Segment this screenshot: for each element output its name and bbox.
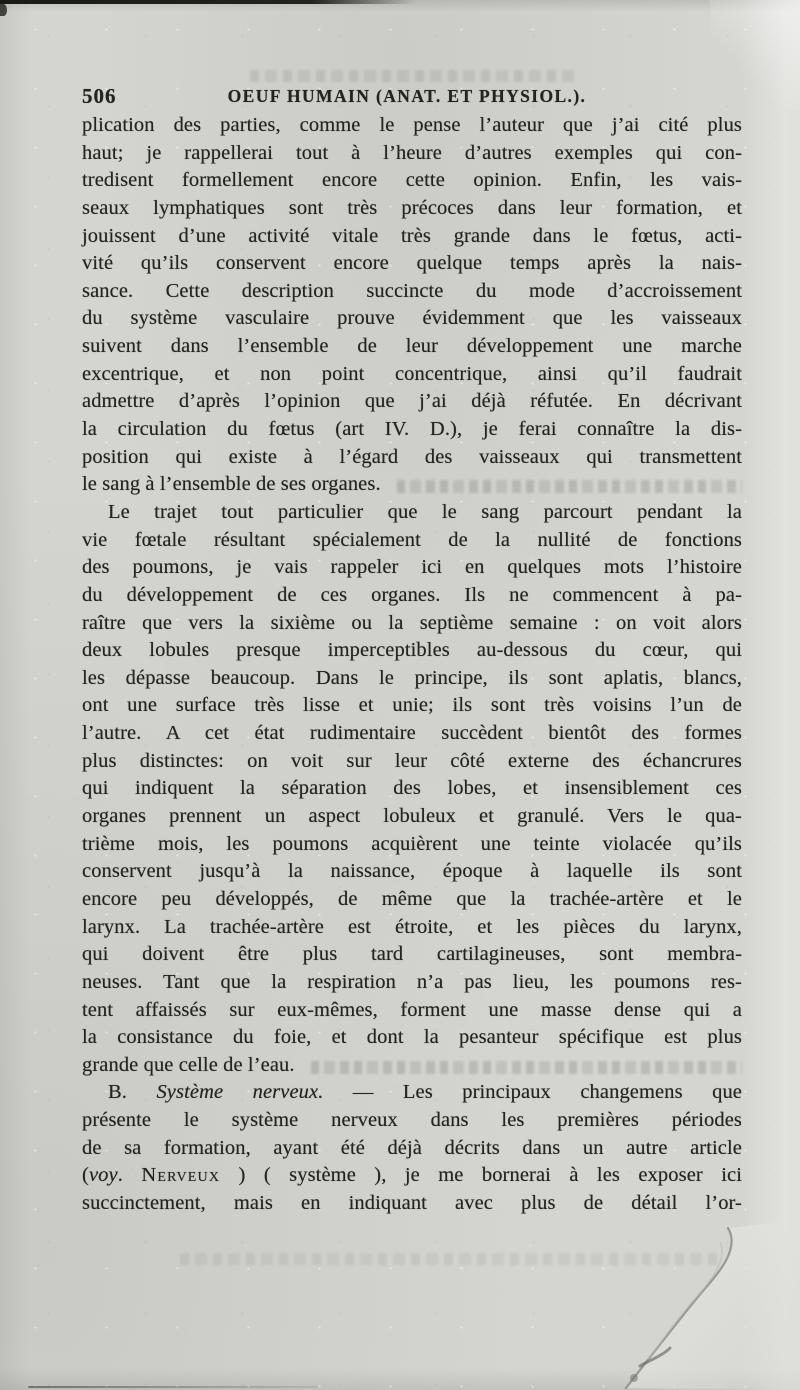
page-number: 506 (82, 84, 117, 108)
text-line: raître que vers la sixième ou la septième semaine : on voit alors (82, 611, 742, 634)
text-line: des poumons, je vais rappeler ici en quelques mots l’histoire (82, 556, 742, 579)
text-line: le sang à l’ensemble de ses organes. (82, 471, 742, 499)
text-line: excentrique, et non point concentrique, ainsi qu’il faudrait (82, 362, 742, 385)
text-line: du système vasculaire prouve évidemment que les vaisseaux (82, 307, 742, 330)
text-line: présente le système nerveux dans les premières périodes (82, 1109, 742, 1132)
text-line: la consistance du foie, et dont la pesanteur spécifique est plus (82, 1026, 742, 1049)
text-line: plication des parties, comme le pense l’auteur que j’ai cité plus (82, 114, 742, 136)
text-line: plus distinctes: on voit sur leur côté externe des échancrures (82, 749, 742, 772)
text-line: Le trajet tout particulier que le sang parcourt pendant la (108, 500, 742, 523)
text-line: l’autre. A cet état rudimentaire succèdent bientôt des formes (82, 722, 742, 745)
text-line: vité qu’ils conservent encore quelque temps après la nais- (82, 252, 742, 275)
text-line: du développement de ces organes. Ils ne commencent à pa- (82, 583, 742, 606)
text-line: neuses. Tant que la respiration n’a pas lieu, les poumons res- (82, 970, 742, 993)
text-line: position qui existe à l’égard des vaisseaux qui transmettent (82, 445, 742, 468)
text-line: organes prennent un aspect lobuleux et granulé. Vers le qua- (82, 805, 742, 828)
bleedthrough-text (311, 1061, 742, 1074)
bleedthrough-text (250, 70, 580, 82)
text-line: grande que celle de l’eau. (82, 1052, 742, 1080)
running-header-title: OEUF HUMAIN (ANAT. ET PHYSIOL.). (227, 86, 587, 106)
text-line: qui doivent être plus tard cartilagineuses, sont membra- (82, 943, 742, 966)
text-line: vie fœtale résultant spécialement de la nullité de fonctions (82, 528, 742, 551)
text-line: (voy. Nerveux ) ( système ), je me bornerai à les exposer ici (82, 1164, 743, 1187)
text-line: sance. Cette description succincte du mode d’accroissement (82, 279, 742, 302)
scan-edge-artifact (28, 1386, 318, 1388)
text-line: encore peu développés, de même que la trachée-artère et le (82, 887, 742, 910)
scan-edge-artifact (0, 4, 7, 16)
paper-crease (570, 1220, 800, 1390)
text-line: suivent dans l’ensemble de leur développement une marche (82, 335, 742, 358)
text-line: succinctement, mais en indiquant avec plus de détail l’or- (82, 1191, 742, 1214)
text-line: B. Système nerveux. — Les principaux changemens que (108, 1081, 743, 1104)
text-line: haut; je rappellerai tout à l’heure d’autres exemples qui con- (82, 141, 742, 164)
text-line: ont une surface très lisse et unie; ils sont très voisins l’un de (82, 694, 742, 717)
text-line: seaux lymphatiques sont très précoces dans leur formation, et (82, 196, 742, 219)
text-line: conservent jusqu’à la naissance, époque à laquelle ils sont (82, 860, 742, 883)
scan-edge-artifact (0, 0, 416, 4)
page-body (82, 112, 742, 1218)
text-line: jouissent d’une activité vitale très grande dans le fœtus, acti- (82, 224, 742, 247)
bleedthrough-text (397, 480, 742, 493)
text-line: la circulation du fœtus (art IV. D.), je ferai connaître la dis- (82, 418, 742, 441)
text-line: deux lobules presque imperceptibles au-dessous du cœur, qui (82, 639, 742, 662)
text-line: trième mois, les poumons acquièrent une teinte violacée qu’ils (82, 832, 742, 855)
text-line: tent affaissés sur eux-mêmes, forment une masse dense qui a (82, 998, 742, 1021)
text-line: de sa formation, ayant été déjà décrits dans un autre article (82, 1136, 742, 1159)
text-line: qui indiquent la séparation des lobes, et insensiblement ces (82, 777, 742, 800)
text-line: les dépasse beaucoup. Dans le principe, ils sont aplatis, blancs, (82, 666, 742, 689)
running-header (82, 84, 742, 110)
text-line: admettre d’après l’opinion que j’ai déjà réfutée. En décrivant (82, 390, 742, 413)
text-line: tredisent formellement encore cette opinion. Enfin, les vais- (82, 169, 742, 192)
text-line: larynx. La trachée-artère est étroite, et les pièces du larynx, (82, 915, 742, 938)
